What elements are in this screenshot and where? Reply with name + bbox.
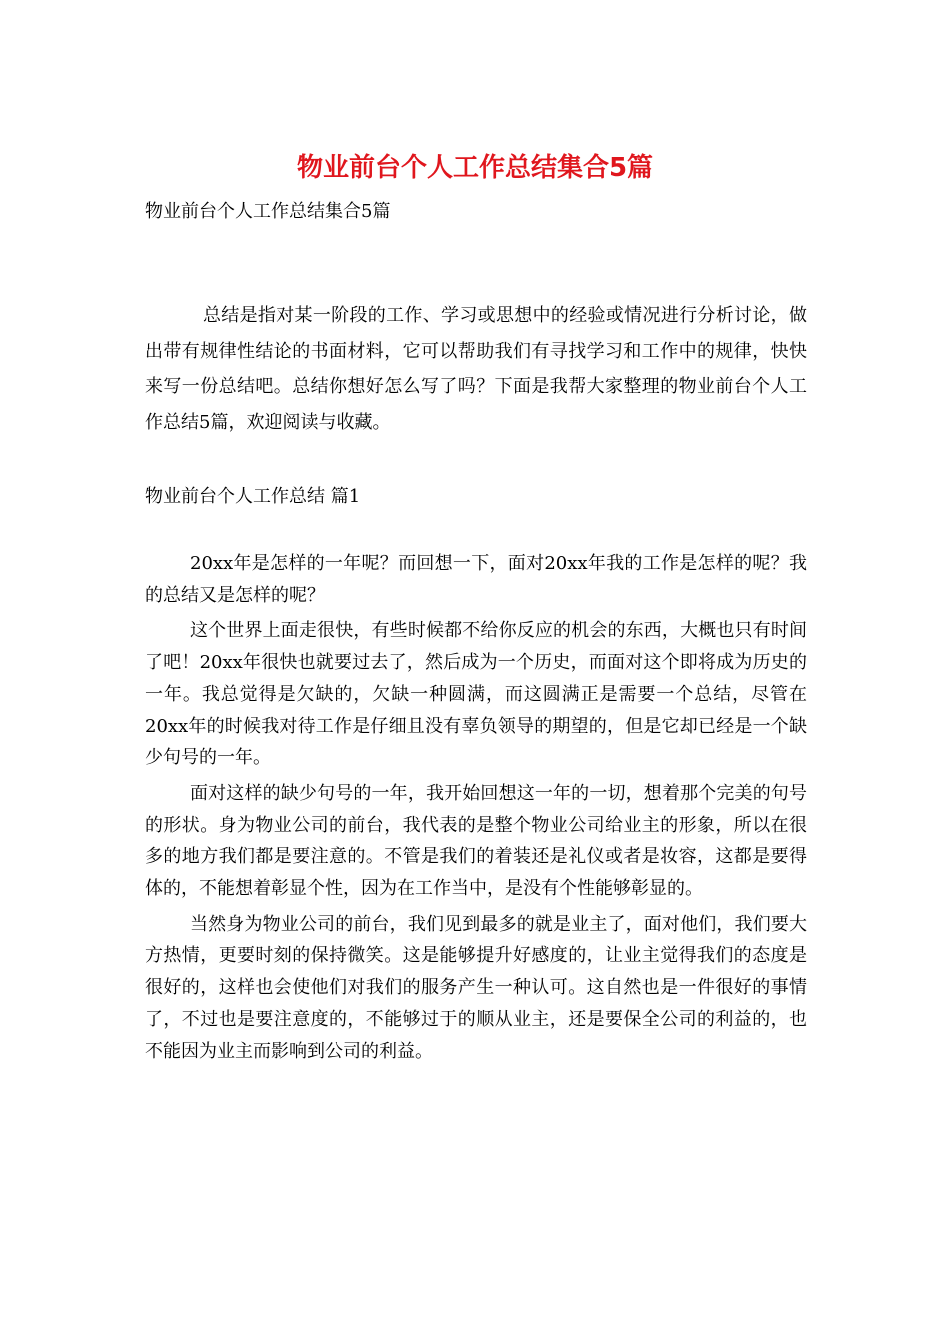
body-paragraph: 这个世界上面走很快，有些时候都不给你反应的机会的东西，大概也只有时间了吧！20xx年很快也就要过去了，然后成为一个历史，而面对这个即将成为历史的一年。我总觉得是欠缺的，欠缺一种圆满，而这圆满正是需要一个总结，尽管在20xx年的时候我对待工作是仔细且没有辜负领导的期望的，但是它却已经是一个缺少句号的一年。 [145,620,807,769]
body-paragraph: 面对这样的缺少句号的一年，我开始回想这一年的一切，想着那个完美的句号的形状。身为物业公司的前台，我代表的是整个物业公司给业主的形象，所以在很多的地方我们都是要注意的。不管是我们的着装还是礼仪或者是妆容，这都是要得体的，不能想着彰显个性，因为在工作当中，是没有个性能够彰显的。 [145,782,807,900]
section-body [145,548,807,1071]
intro-paragraph: 总结是指对某一阶段的工作、学习或思想中的经验或情况进行分析讨论，做出带有规律性结论的书面材料，它可以帮助我们有寻找学习和工作中的规律，快快来写一份总结吧。总结你想好怎么写了吗？下面是我帮大家整理的物业前台个人工作总结5篇，欢迎阅读与收藏。 [145,305,807,433]
body-paragraph: 20xx年是怎样的一年呢？而回想一下，面对20xx年我的工作是怎样的呢？我的总结又是怎样的呢？ [145,553,807,606]
document-subtitle: 物业前台个人工作总结集合5篇 [145,201,391,222]
document-title: 物业前台个人工作总结集合5篇 [296,153,654,183]
section-heading: 物业前台个人工作总结 篇1 [145,486,361,507]
body-paragraph: 当然身为物业公司的前台，我们见到最多的就是业主了，面对他们，我们要大方热情，更要时刻的保持微笑。这是能够提升好感度的，让业主觉得我们的态度是很好的，这样也会使他们对我们的服务产生一种认可。这自然也是一件很好的事情了，不过也是要注意度的，不能够过于的顺从业主，还是要保全公司的利益的，也不能因为业主而影响到公司的利益。 [145,913,807,1062]
